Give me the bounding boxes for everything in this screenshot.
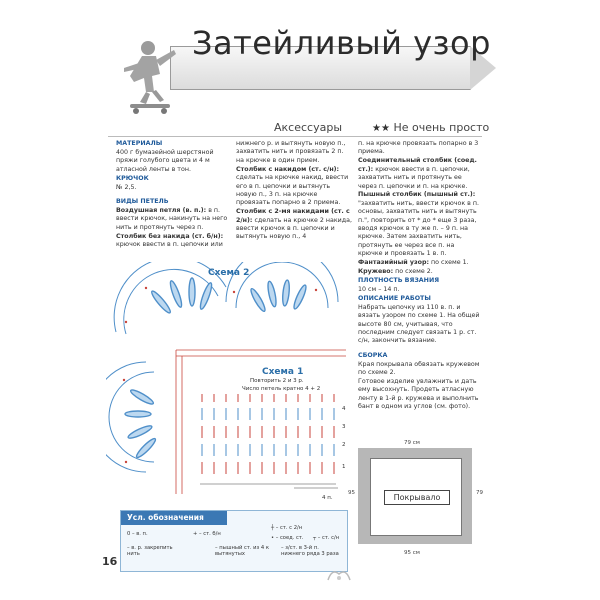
double-crochet-term: Столбик с накидом (ст. с/н): <box>236 165 340 173</box>
row-number-3: 3 <box>342 424 346 430</box>
col2-continuation: нижнего р. и вытянуть новую п., захватить нить и провязать 2 п. на крючке в один прием. <box>236 140 346 164</box>
scheme-1-label: Схема 1 <box>262 367 304 377</box>
legend-double-crochet: ┬ – ст. с/н <box>313 535 340 541</box>
row-number-4: 4 <box>342 406 346 412</box>
text-column-3 <box>358 140 480 412</box>
repeat-note: Повторить 2 и 3 р. <box>250 378 304 384</box>
legend-slip-stitch: • – соед. ст. <box>271 535 304 541</box>
legend-single-crochet: + – ст. б/н <box>193 531 221 537</box>
repeat-width-note: 4 п. <box>322 495 333 501</box>
fancy-pattern-definition: по схеме 1. <box>431 259 469 267</box>
category-label: Аксессуары <box>274 121 342 134</box>
hook-text: № 2,5. <box>116 183 137 191</box>
work-description-heading: ОПИСАНИЕ РАБОТЫ <box>358 294 431 302</box>
hook-heading: КРЮЧОК <box>116 174 149 182</box>
row-number-2: 2 <box>342 442 346 448</box>
legend-treble: ┼ – ст. с 2/н <box>271 525 303 531</box>
difficulty-indicator <box>372 121 489 134</box>
puff-stitch-term: Пышный столбик (пышный ст.): <box>358 191 476 199</box>
treble-crochet-term: Столбик с 2-мя накидами (ст. с 2/н): <box>236 208 350 224</box>
blanket-side-dimension: 79 <box>476 490 483 496</box>
chain-term: Воздушная петля (в. п.): <box>116 206 207 214</box>
blanket-top-dimension: 79 см <box>404 440 420 446</box>
chain-definition: в п. ввести крючок, накинуть на него нить и протянуть через п. <box>116 206 228 231</box>
multiple-note: Число петель кратно 4 + 2 <box>242 386 321 392</box>
treble-crochet-definition: сделать на крючке 2 накида, ввести крючок в п. цепочки и вытянуть новую п., 4 <box>236 216 352 241</box>
assembly-heading: СБОРКА <box>358 351 388 359</box>
single-crochet-term: Столбик без накида (ст. б/н): <box>116 232 224 240</box>
scheme-2-label: Схема 2 <box>208 268 250 278</box>
materials-heading: МАТЕРИАЛЫ <box>116 140 163 147</box>
col3-continuation: п. на крючке провязать попарно в 3 приема. <box>358 140 479 156</box>
legend-cluster: – з/ст. в 3-й п. нижнего ряда 3 раза <box>281 545 339 557</box>
skateboarder-icon <box>112 38 184 116</box>
difficulty-stars: ★★ <box>372 123 390 134</box>
gauge-heading: ПЛОТНОСТЬ ВЯЗАНИЯ <box>358 277 440 284</box>
lace-definition: по схеме 2. <box>395 268 433 276</box>
lace-term: Кружево: <box>358 268 394 276</box>
legend-title: Усл. обозначения <box>121 511 227 525</box>
gauge-text: 10 см – 14 п. <box>358 285 400 293</box>
slip-stitch-term: Соединительный столбик (соед. ст.): <box>358 157 477 173</box>
text-column-2 <box>236 140 352 242</box>
legend-fasten-off: – в. р. закрепить нить <box>127 545 173 557</box>
double-crochet-definition: сделать на крючке накид, ввести его в п. цепочки и вытянуть новую п., 3 п. на крючке провязать попарно в 2 приема. <box>236 174 349 207</box>
blanket-label: Покрывало <box>384 490 450 505</box>
fancy-pattern-term: Фантазийный узор: <box>358 259 429 267</box>
page-title: Затейливый узор <box>192 24 491 62</box>
blanket-bottom-dimension: 95 см <box>404 550 420 556</box>
blanket-left-dimension: 95 <box>348 490 355 496</box>
slip-stitch-definition: крючок ввести в п. цепочки, захватить нить и протянуть ее через п. цепочки и п. на крючке. <box>358 165 470 190</box>
difficulty-label: Не очень просто <box>393 121 490 134</box>
legend-box <box>120 510 348 572</box>
puff-stitch-definition: "захватить нить, ввести крючок в п. основы, захватить нить и вытянуть п.", повторить от * до * еще 3 раза, вводя крючок в ту же п. – 9 п. на крючке. Затем захватить нить, протянуть ее через все п. на крючке и провязать 1 в. п. <box>358 199 479 258</box>
materials-text: 400 г бумазейной шерстяной пряжи голубого цвета и 4 м атласной ленты в тон. <box>116 148 214 173</box>
assembly-text: Края покрывала обвязать кружевом по схеме 2. <box>358 360 480 377</box>
header-divider <box>108 136 482 137</box>
single-crochet-definition: крючок ввести в п. цепочки или <box>116 240 223 248</box>
page-number: 16 <box>102 555 118 568</box>
publisher-logo-icon <box>326 566 352 584</box>
text-column-1 <box>116 140 230 250</box>
stitch-types-heading: ВИДЫ ПЕТЕЛЬ <box>116 197 169 205</box>
work-description-text: Набрать цепочку из 110 в. п. и вязать узором по схеме 1. На общей высоте 80 см, учитывая, что последним следует связать 1 р. ст. с/н, закончить вязание. <box>358 303 480 345</box>
crochet-diagram <box>106 262 356 506</box>
row-number-1: 1 <box>342 464 346 470</box>
assembly-text-2: Готовое изделие увлажнить и дать ему высохнуть. Продеть атласную ленту в 1-й р. кружева и выполнить бант в одном из углов (см. фото). <box>358 377 479 411</box>
legend-puff-stitch: – пышный ст. из 4 к вытянутых <box>215 545 270 557</box>
legend-chain: 0 – в. п. <box>127 531 148 537</box>
